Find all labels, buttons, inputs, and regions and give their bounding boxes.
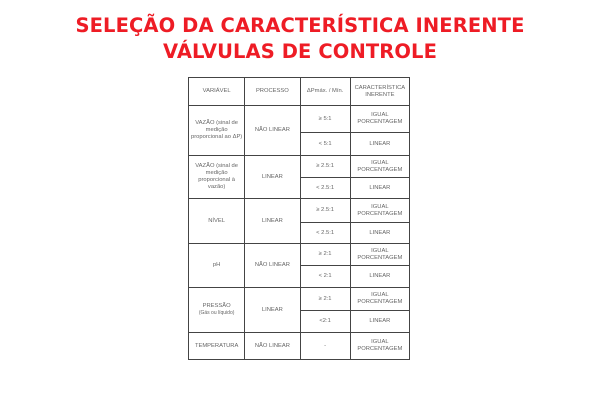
ratio-cell: ≥ 2:1 (300, 288, 350, 311)
table-row (189, 199, 410, 223)
characteristic-cell: LINEAR (350, 311, 409, 333)
table-row (189, 156, 410, 178)
characteristic-cell: IGUAL PORCENTAGEM (350, 333, 409, 360)
ratio-cell: ≥ 5:1 (300, 106, 350, 133)
variable-cell: pH (189, 244, 245, 288)
ratio-cell: < 2.5:1 (300, 178, 350, 199)
variable-cell (189, 288, 245, 333)
page-title-line-2: VÁLVULAS DE CONTROLE (162, 40, 438, 63)
page-title-line-1: SELEÇÃO DA CARACTERÍSTICA INERENTE (75, 14, 525, 37)
variable-label: PRESSÃO (202, 303, 231, 309)
ratio-cell: ≥ 2.5:1 (300, 156, 350, 178)
process-cell: LINEAR (245, 156, 300, 199)
header-variable: VARIÁVEL (189, 78, 245, 106)
process-cell: LINEAR (245, 199, 300, 244)
ratio-cell: < 5:1 (300, 133, 350, 156)
variable-cell: VAZÃO (sinal de medição proporcional ao ΔP) (189, 106, 245, 156)
characteristic-cell: IGUAL PORCENTAGEM (350, 156, 409, 178)
header-process: PROCESSO (245, 78, 300, 106)
ratio-cell: < 2:1 (300, 266, 350, 288)
characteristic-cell: LINEAR (350, 223, 409, 244)
process-cell: LINEAR (245, 288, 300, 333)
ratio-cell: < 2.5:1 (300, 223, 350, 244)
characteristic-cell: IGUAL PORCENTAGEM (350, 106, 409, 133)
ratio-cell: - (300, 333, 350, 360)
characteristic-cell: LINEAR (350, 178, 409, 199)
table-row (189, 106, 410, 133)
ratio-cell: ≥ 2.5:1 (300, 199, 350, 223)
table-row (189, 288, 410, 311)
header-row (189, 78, 410, 106)
header-characteristic: CARACTERÍSTICA INERENTE (350, 78, 409, 106)
characteristic-cell: IGUAL PORCENTAGEM (350, 244, 409, 266)
characteristic-cell: IGUAL PORCENTAGEM (350, 199, 409, 223)
ratio-cell: <2:1 (300, 311, 350, 333)
variable-cell: NÍVEL (189, 199, 245, 244)
characteristic-cell: IGUAL PORCENTAGEM (350, 288, 409, 311)
selection-table (188, 77, 410, 360)
variable-note: (Gás ou líquido) (198, 310, 235, 316)
variable-cell: TEMPERATURA (189, 333, 245, 360)
table-row (189, 244, 410, 266)
process-cell: NÃO LINEAR (245, 333, 300, 360)
process-cell: NÃO LINEAR (245, 106, 300, 156)
characteristic-cell: LINEAR (350, 133, 409, 156)
variable-cell: VAZÃO (sinal de medição proporcional à vazão) (189, 156, 245, 199)
ratio-cell: ≥ 2:1 (300, 244, 350, 266)
process-cell: NÃO LINEAR (245, 244, 300, 288)
table-row (189, 333, 410, 360)
characteristic-cell: LINEAR (350, 266, 409, 288)
header-delta-p: ΔPmáx. / Mín. (300, 78, 350, 106)
